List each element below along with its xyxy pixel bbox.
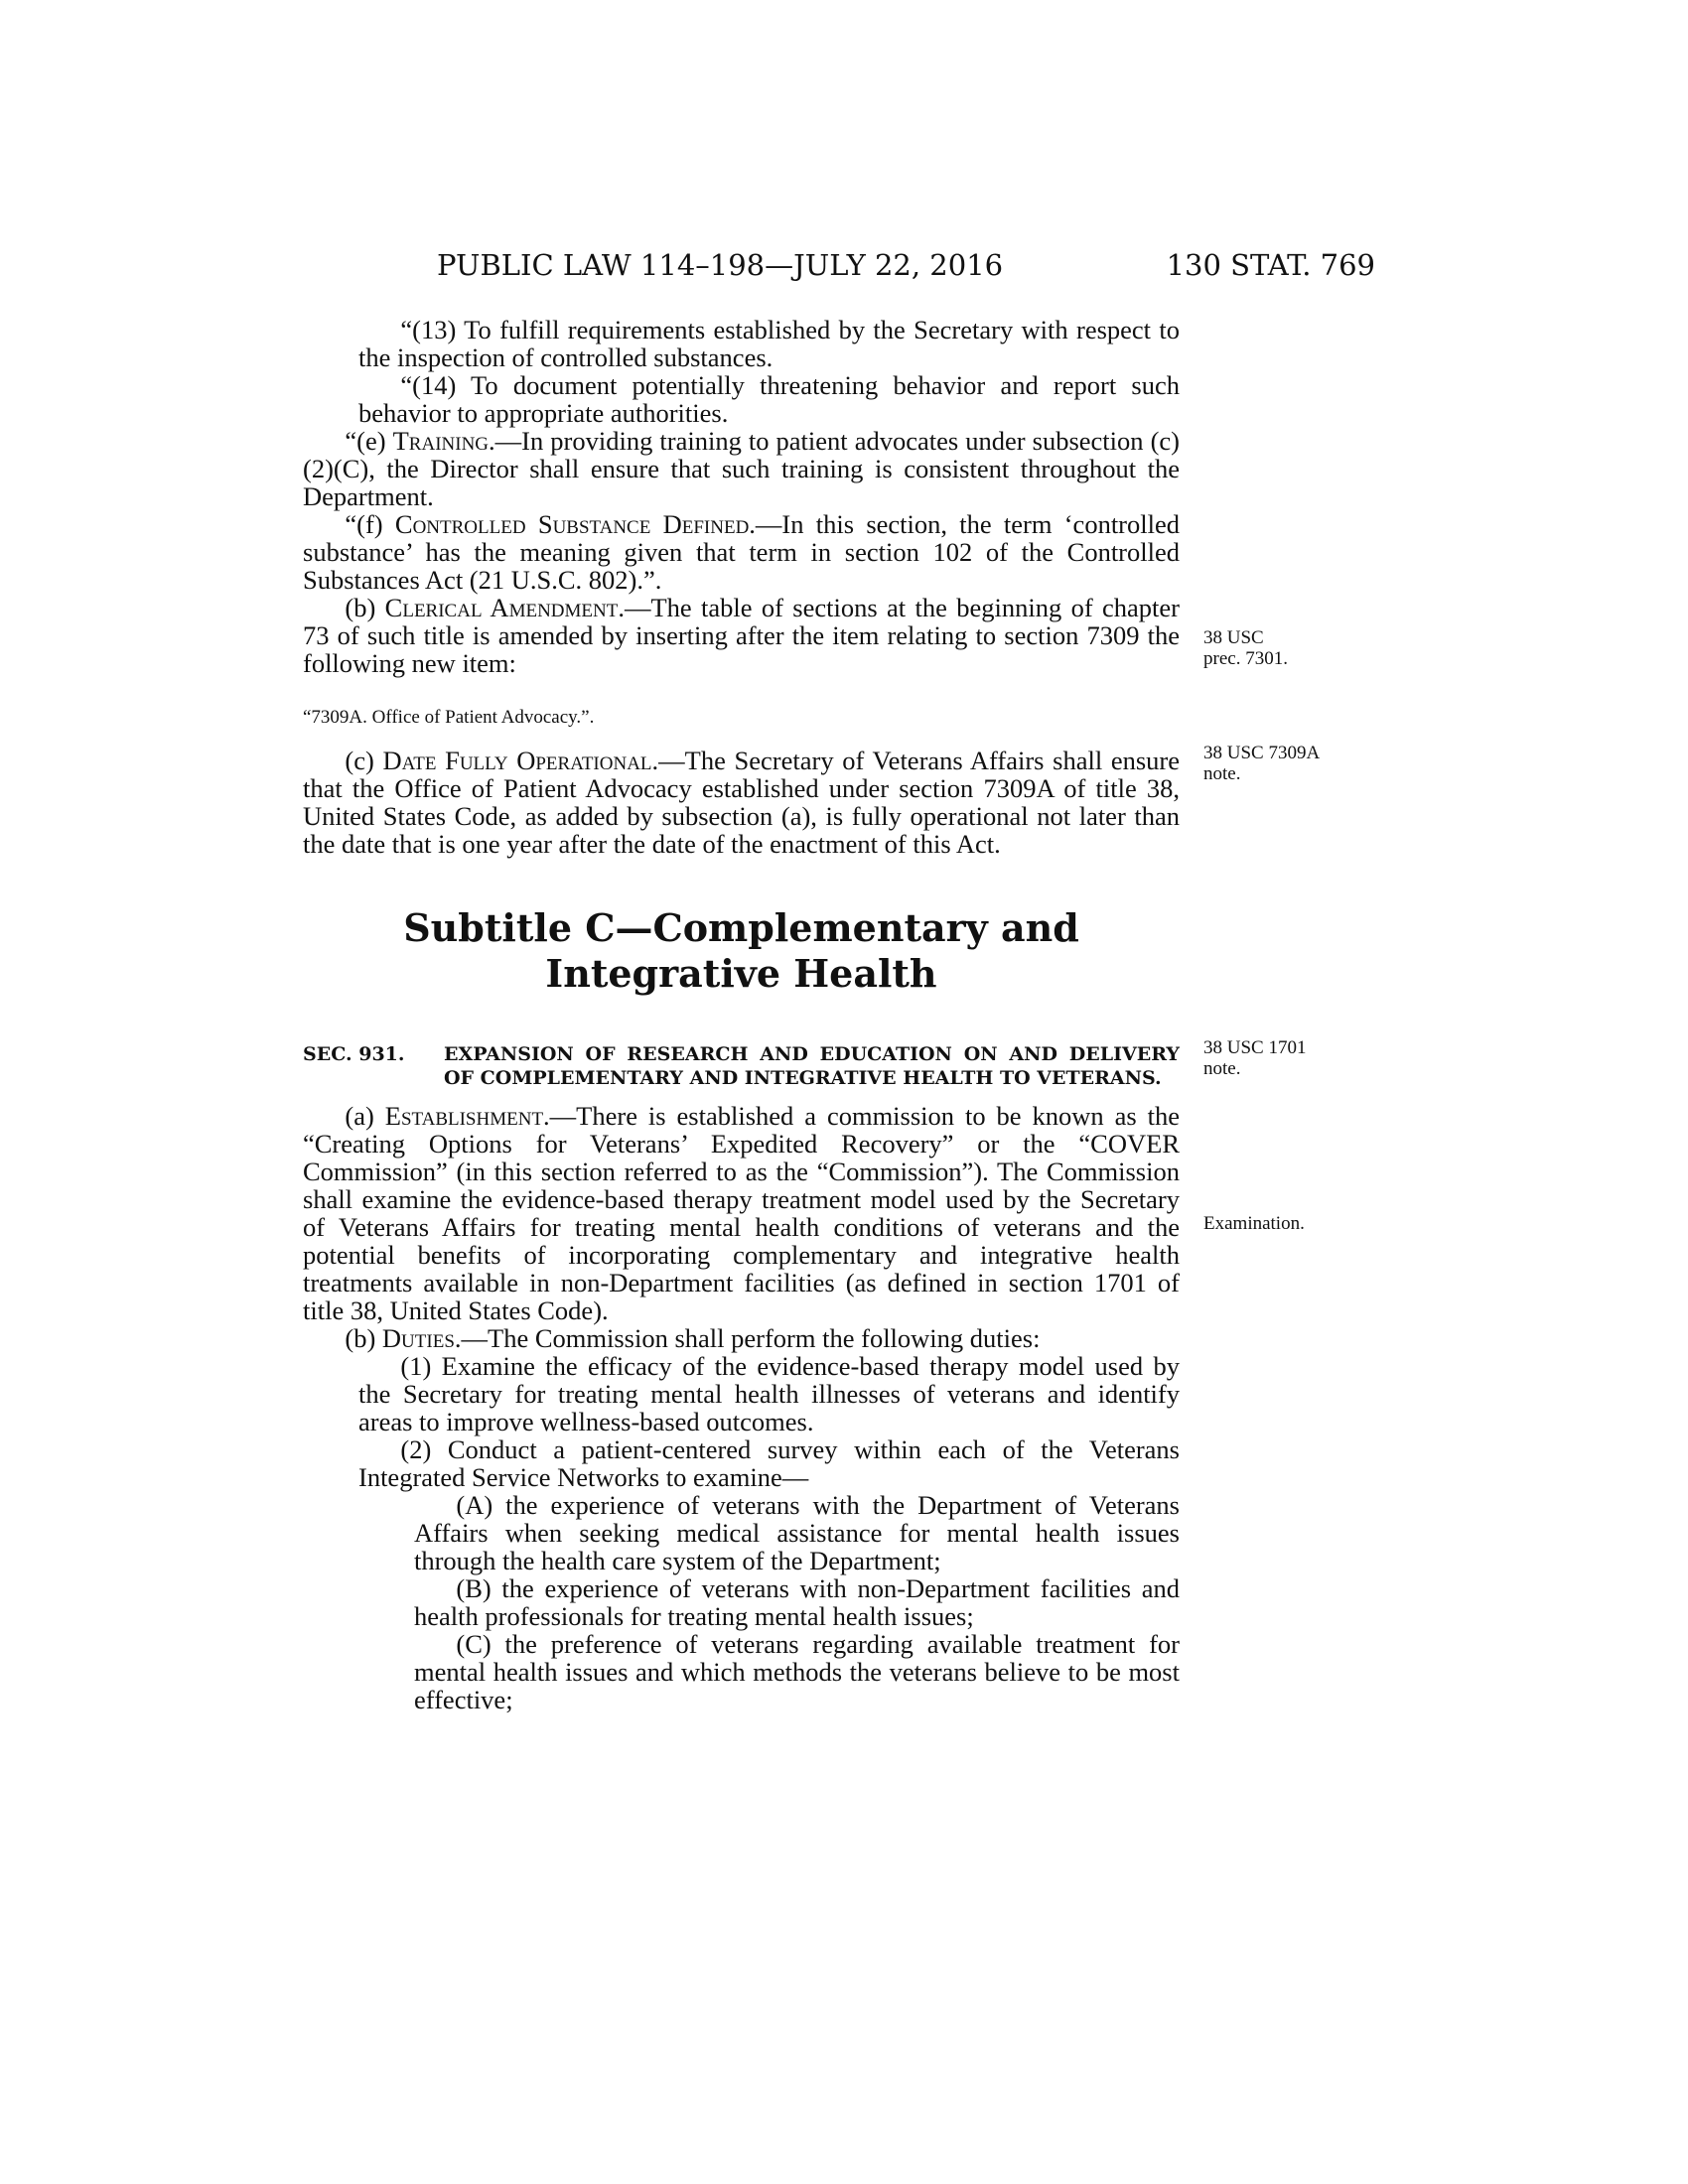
subsection-text: .—The Secretary of Veterans Affairs shall ensure that the Office of Patient Advocacy established under section 7309A of title 38, United States Code, as added by subsection (a), is fully operational not later than the date that is one year after the date of the enactment of this Act. — [303, 746, 1180, 859]
paragraph-13: “(13) To fulfill requirements established by the Secretary with respect to the inspection of controlled substances. — [358, 315, 1180, 372]
document-body — [303, 316, 1180, 1713]
subsection-prefix: (b) — [345, 1323, 382, 1353]
margin-note-line: 38 USC — [1203, 627, 1264, 648]
subtitle-line-2: Integrative Health — [545, 951, 937, 996]
duty-2-c: (C) the preference of veterans regarding available treatment for mental health issues and which methods the veterans believe to be most effective; — [414, 1629, 1180, 1714]
section-heading — [303, 1042, 1180, 1090]
subsection-prefix: (c) — [345, 746, 383, 775]
subsection-e-training — [303, 427, 1180, 510]
margin-note-line: note. — [1203, 763, 1241, 784]
section-title: EXPANSION OF RESEARCH AND EDUCATION ON AND DELIVERY OF COMPLEMENTARY AND INTEGRATIVE HEALTH TO VETERANS. — [444, 1043, 1180, 1089]
subsection-heading: Establishment — [384, 1101, 544, 1131]
subsection-heading: Clerical Amendment — [384, 593, 619, 622]
subsection-a-establishment — [303, 1102, 1180, 1324]
margin-note-line: 38 USC 7309A — [1203, 743, 1321, 763]
header-stat-page: 130 STAT. 769 — [1166, 248, 1375, 282]
header-title: PUBLIC LAW 114–198—JULY 22, 2016 — [437, 248, 1004, 282]
subsection-text: .—There is established a commission to be known as the “Creating Options for Veterans’ Expedited Recovery” or the “COVER Commission” (in this section referred to as the “Commission”). The Commission shall examine the evidence-based therapy treatment model used by the Secretary of Veterans Affairs for treating mental health conditions of veterans and the potential benefits of incorporating complementary and integrative health treatments available in non-Department facilities (as defined in section 1701 of title 38, United States Code). — [303, 1101, 1180, 1325]
duty-2-b: (B) the experience of veterans with non-Department facilities and health professionals for treating mental health issues; — [414, 1573, 1180, 1631]
subtitle-line-1: Subtitle C—Complementary and — [403, 905, 1079, 950]
subsection-heading: Training — [392, 426, 490, 456]
margin-note-examination: Examination. — [1203, 1213, 1305, 1234]
duty-1: (1) Examine the efficacy of the evidence-based therapy model used by the Secretary for treating mental health illnesses of veterans and identify areas to improve wellness-based outcomes. — [358, 1351, 1180, 1436]
table-of-sections-item: “7309A. Office of Patient Advocacy.”. — [303, 707, 595, 728]
duty-2: (2) Conduct a patient-centered survey within each of the Veterans Integrated Service Networks to examine— — [358, 1434, 1180, 1492]
margin-note-line: 38 USC 1701 — [1203, 1037, 1307, 1058]
subsection-b-duties — [303, 1324, 1180, 1352]
margin-notes — [1203, 0, 1333, 2184]
margin-note-38-usc-7309a — [1203, 743, 1320, 784]
subsection-prefix: “(e) — [345, 426, 393, 456]
subsection-text: .—The Commission shall perform the following duties: — [454, 1323, 1041, 1353]
subsection-heading: Controlled Substance Defined — [394, 509, 750, 539]
subsection-heading: Date Fully Operational — [382, 746, 652, 775]
subsection-c-operational — [303, 747, 1180, 858]
margin-note-line: prec. 7301. — [1203, 648, 1288, 669]
subsection-text: .—In this section, the term ‘controlled substance’ has the meaning given that term in section 102 of the Controlled Substances Act (21 U.S.C. 802).”. — [303, 509, 1180, 595]
subsection-text: .—In providing training to patient advocates under subsection (c)(2)(C), the Director shall ensure that such training is consistent throughout the Department. — [303, 426, 1180, 511]
paragraph-14: “(14) To document potentially threatening behavior and report such behavior to appropriate authorities. — [358, 370, 1180, 428]
duty-2-a: (A) the experience of veterans with the Department of Veterans Affairs when seeking medical assistance for mental health issues through the health care system of the Department; — [414, 1490, 1180, 1575]
subsection-heading: Duties — [381, 1323, 455, 1353]
subsection-b-clerical — [303, 594, 1180, 677]
subsection-prefix: (a) — [345, 1101, 385, 1131]
subsection-f-definition — [303, 510, 1180, 594]
margin-note-line: note. — [1203, 1058, 1241, 1079]
margin-note-38-usc-1701 — [1203, 1037, 1306, 1079]
section-number: SEC. 931. — [303, 1043, 405, 1065]
margin-note-38-usc-prec-7301 — [1203, 627, 1288, 669]
subsection-text: .—The table of sections at the beginning of chapter 73 of such title is amended by inserting after the item relating to section 7309 the following new item: — [303, 593, 1180, 678]
subsection-prefix: “(f) — [345, 509, 395, 539]
subsection-prefix: (b) — [345, 593, 385, 622]
subtitle-heading — [303, 905, 1180, 997]
